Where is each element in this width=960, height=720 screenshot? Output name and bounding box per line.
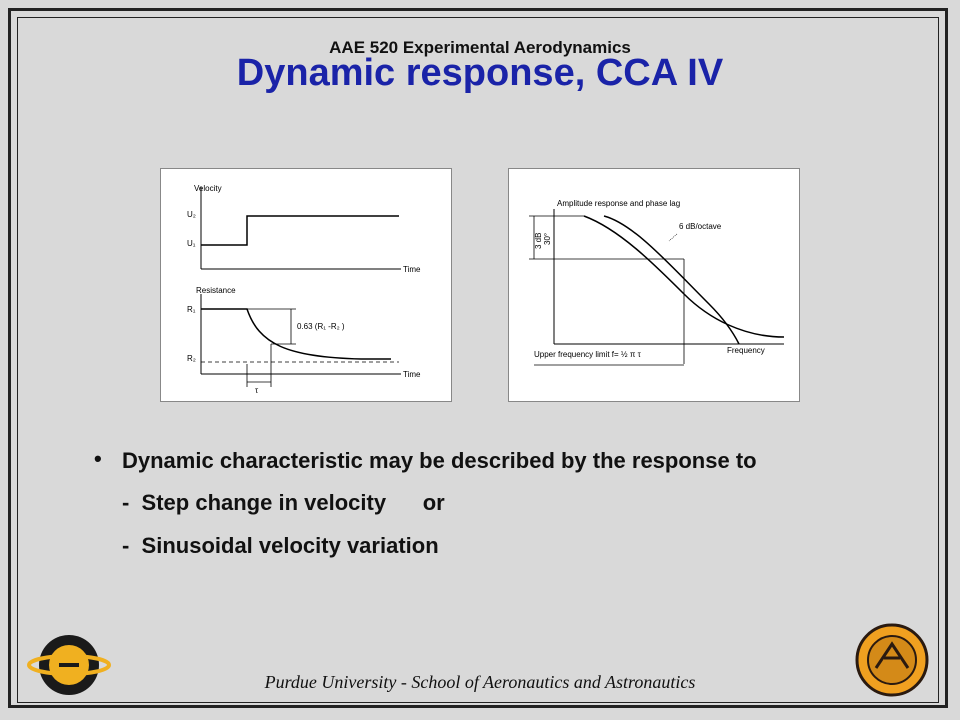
u1-label: U₁ [187, 239, 196, 248]
purdue-seal-logo [854, 620, 930, 700]
phase-curve [604, 216, 739, 344]
limit-label: Upper frequency limit f= ½ π τ [534, 350, 641, 359]
resistance-decay-curve [201, 309, 391, 359]
step-response-figure [160, 168, 452, 402]
u2-label: U₂ [187, 210, 196, 219]
delta-label: 0.63 (R₁ -R₂ ) [297, 322, 345, 331]
velocity-label: Velocity [194, 184, 222, 193]
bullet-sub-step: - Step change in velocity or [122, 490, 445, 515]
tau-label: τ [255, 386, 259, 395]
time-label-bottom: Time [403, 370, 421, 379]
r1-label: R₁ [187, 305, 196, 314]
slope-pointer [669, 234, 677, 241]
r2-label: R₂ [187, 354, 196, 363]
velocity-step-curve [201, 216, 399, 245]
slope-label: 6 dB/octave [679, 222, 722, 231]
freq-label: Frequency [727, 346, 765, 355]
bullet-sub-sinusoidal: - Sinusoidal velocity variation [122, 533, 439, 558]
course-header: AAE 520 Experimental Aerodynamics [329, 38, 631, 57]
freq-figure-title: Amplitude response and phase lag [557, 199, 681, 208]
time-label-top: Time [403, 265, 421, 274]
frequency-response-figure [508, 168, 800, 402]
slide-title: Dynamic response, CCA IV [236, 52, 724, 94]
db-label: 3 dB [534, 232, 543, 249]
deg-label: 30° [543, 232, 552, 245]
bullet-main: Dynamic characteristic may be described by the response to [122, 448, 757, 473]
slide-inner-frame [17, 17, 939, 703]
resistance-label: Resistance [196, 286, 236, 295]
bullet-dot: • [94, 446, 102, 471]
footer-text: Purdue University - School of Aeronautics and Astronautics [264, 672, 696, 692]
